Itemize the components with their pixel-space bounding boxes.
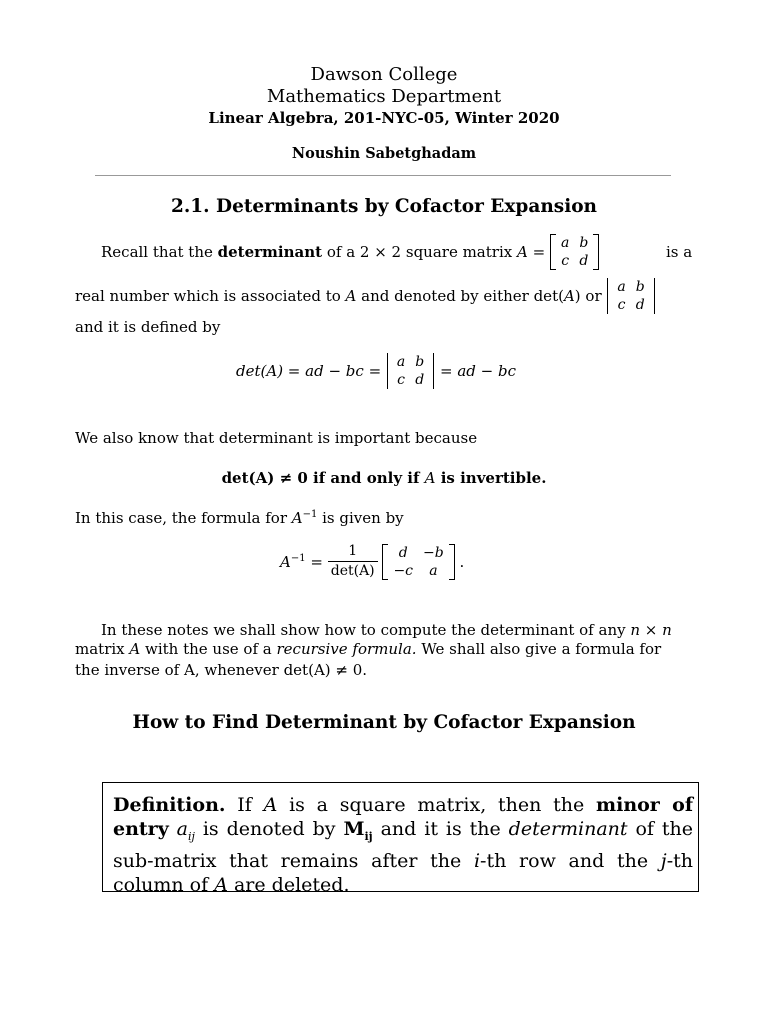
equation-inverse-2x2: $A^{-1}$ = $\frac{1}{\det(A)}$ d −b −c a . (280, 543, 465, 579)
paragraph-intro-line2: real number which is associated to A and denoted by either det(A) or a b c d (75, 278, 656, 314)
paragraph-inverse-intro: In this case, the formula for $A^{-1}$ is given by (75, 509, 404, 527)
institution-title: Dawson College (310, 64, 458, 85)
determinant-bars-abcd: a b c d (606, 278, 655, 314)
section-title: 2.1. Determinants by Cofactor Expansion (170, 196, 598, 217)
paragraph-intro-line3: and it is defined by (75, 318, 221, 336)
paragraph-importance: We also know that determinant is important because (75, 429, 478, 447)
matrix-abcd: a b c d (550, 234, 599, 270)
paragraph-notes-line1: In these notes we shall show how to compute the determinant of any n × n (101, 621, 672, 639)
term-determinant: determinant (217, 243, 323, 261)
paragraph-notes-line3: the inverse of A, whenever det(A) ≠ 0. (75, 661, 368, 679)
definition-label: Definition. (113, 794, 226, 816)
author-name: Noushin Sabetghadam (291, 145, 477, 162)
paragraph-intro-end: is a (666, 243, 693, 261)
definition-text: Definition. If A is a square matrix, then the minor of entry $a_{ij}$ is denoted by $M_{ij}$ and it is the determinant of the sub-matrix that remains after the i-th row and the j-th column of A are deleted. (113, 794, 694, 896)
fraction-one-over-det: $\frac{1}{\det(A)}$ (328, 542, 378, 581)
equation-det-2x2: det(A) = ad − bc = a b c d = ad − bc (236, 354, 517, 388)
definition-box (102, 782, 699, 896)
subsection-title: How to Find Determinant by Cofactor Expansion (132, 712, 636, 733)
department-title: Mathematics Department (266, 86, 502, 107)
course-title: Linear Algebra, 201-NYC-05, Winter 2020 (208, 109, 560, 127)
matrix-adjugate: d −b −c a (382, 544, 454, 580)
paragraph-notes-line2: matrix A with the use of a recursive formula. We shall also give a formula for (75, 640, 662, 658)
header-divider (95, 175, 671, 176)
paragraph-intro-line1: Recall that the determinant of a 2 × 2 square matrix A = a b c d (101, 232, 701, 272)
key-statement: det(A) ≠ 0 if and only if A is invertible. (221, 469, 547, 487)
